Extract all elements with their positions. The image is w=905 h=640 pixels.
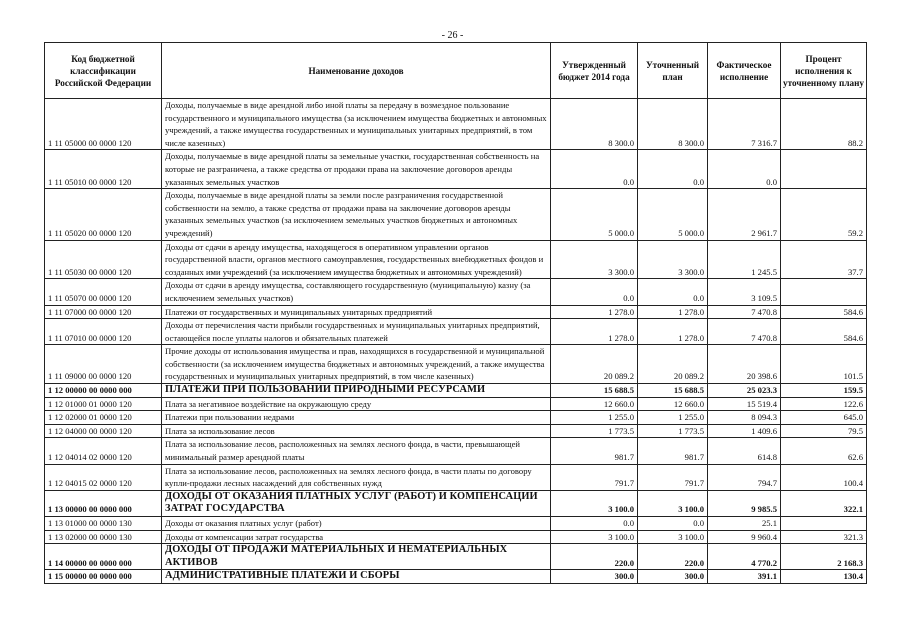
row-approved-value: 8 300.0 (551, 99, 638, 150)
row-code: 1 12 01000 01 0000 120 (45, 397, 162, 411)
table-row (45, 464, 867, 490)
row-approved-value: 0.0 (551, 150, 638, 189)
row-percent-value: 2 168.3 (781, 544, 867, 570)
row-percent-value (781, 279, 867, 305)
page-number: - 26 - (441, 30, 464, 41)
row-actual-value: 9 985.5 (708, 490, 781, 516)
table-row (45, 530, 867, 544)
row-actual-value: 25 023.3 (708, 384, 781, 398)
row-percent-value: 62.6 (781, 438, 867, 464)
table-row (45, 517, 867, 531)
row-percent-value (781, 150, 867, 189)
row-approved-value: 15 688.5 (551, 384, 638, 398)
row-approved-value: 0.0 (551, 517, 638, 531)
row-name: Платежи от государственных и муниципальных унитарных предприятий (162, 305, 551, 319)
row-percent-value: 59.2 (781, 189, 867, 240)
table-row (45, 319, 867, 345)
row-name: Плата за использование лесов, расположенных на землях лесного фонда, в части платы по договору купли-продажи лесных насаждений для собственных нужд (162, 464, 551, 490)
row-name: Доходы от компенсации затрат государства (162, 530, 551, 544)
row-revised-value: 300.0 (638, 570, 708, 584)
header-name: Наименование доходов (162, 43, 551, 99)
row-revised-value: 1 278.0 (638, 305, 708, 319)
row-approved-value: 1 278.0 (551, 319, 638, 345)
header-revised: Уточненный план (638, 43, 708, 99)
row-revised-value: 3 300.0 (638, 240, 708, 279)
row-actual-value: 391.1 (708, 570, 781, 584)
table-row (45, 544, 867, 570)
row-approved-value: 3 100.0 (551, 490, 638, 516)
row-revised-value: 3 100.0 (638, 530, 708, 544)
row-approved-value: 0.0 (551, 279, 638, 305)
row-approved-value: 1 278.0 (551, 305, 638, 319)
row-approved-value: 1 773.5 (551, 424, 638, 438)
table-row (45, 490, 867, 516)
table-row (45, 397, 867, 411)
table-row (45, 189, 867, 240)
table-header-row (45, 43, 867, 99)
row-name: Плата за использование лесов, расположенных на землях лесного фонда, в части, превышающей минимальный размер арендной платы (162, 438, 551, 464)
row-actual-value: 794.7 (708, 464, 781, 490)
row-revised-value: 3 100.0 (638, 490, 708, 516)
row-actual-value: 1 245.5 (708, 240, 781, 279)
row-approved-value: 3 300.0 (551, 240, 638, 279)
row-percent-value: 322.1 (781, 490, 867, 516)
row-actual-value: 0.0 (708, 150, 781, 189)
row-percent-value (781, 517, 867, 531)
row-code: 1 11 05020 00 0000 120 (45, 189, 162, 240)
row-approved-value: 1 255.0 (551, 411, 638, 425)
row-code: 1 11 05000 00 0000 120 (45, 99, 162, 150)
header-actual: Фактическое исполнение (708, 43, 781, 99)
row-actual-value: 20 398.6 (708, 345, 781, 384)
row-approved-value: 220.0 (551, 544, 638, 570)
row-revised-value: 1 278.0 (638, 319, 708, 345)
header-code: Код бюджетной классификации Российской Федерации (45, 43, 162, 99)
row-percent-value: 122.6 (781, 397, 867, 411)
row-approved-value: 3 100.0 (551, 530, 638, 544)
row-actual-value: 614.8 (708, 438, 781, 464)
header-percent: Процент исполнения к уточненному плану (781, 43, 867, 99)
row-name: АДМИНИСТРАТИВНЫЕ ПЛАТЕЖИ И СБОРЫ (162, 570, 551, 584)
row-name: Доходы, получаемые в виде арендной платы за земли после разграничения государственной собственности на землю, а также средства от продажи права на заключение договоров аренды указанных земельных участков (за исключением земельных участков бюджетных и автономных учреждений) (162, 189, 551, 240)
row-code: 1 11 05030 00 0000 120 (45, 240, 162, 279)
row-actual-value: 7 470.8 (708, 305, 781, 319)
row-code: 1 11 05070 00 0000 120 (45, 279, 162, 305)
row-revised-value: 5 000.0 (638, 189, 708, 240)
row-percent-value: 88.2 (781, 99, 867, 150)
row-name: Плата за использование лесов (162, 424, 551, 438)
row-percent-value: 79.5 (781, 424, 867, 438)
row-actual-value: 3 109.5 (708, 279, 781, 305)
row-revised-value: 12 660.0 (638, 397, 708, 411)
table-row (45, 424, 867, 438)
table-body (45, 99, 867, 584)
row-percent-value: 100.4 (781, 464, 867, 490)
table-row (45, 99, 867, 150)
row-approved-value: 12 660.0 (551, 397, 638, 411)
row-code: 1 12 02000 01 0000 120 (45, 411, 162, 425)
row-code: 1 11 07000 00 0000 120 (45, 305, 162, 319)
row-approved-value: 20 089.2 (551, 345, 638, 384)
row-revised-value: 791.7 (638, 464, 708, 490)
row-revised-value: 1 773.5 (638, 424, 708, 438)
row-code: 1 15 00000 00 0000 000 (45, 570, 162, 584)
row-name: ДОХОДЫ ОТ ПРОДАЖИ МАТЕРИАЛЬНЫХ И НЕМАТЕРИАЛЬНЫХ АКТИВОВ (162, 544, 551, 570)
row-code: 1 12 04014 02 0000 120 (45, 438, 162, 464)
row-revised-value: 1 255.0 (638, 411, 708, 425)
row-actual-value: 7 316.7 (708, 99, 781, 150)
row-name: Платежи при пользовании недрами (162, 411, 551, 425)
row-approved-value: 5 000.0 (551, 189, 638, 240)
row-actual-value: 4 770.2 (708, 544, 781, 570)
row-revised-value: 20 089.2 (638, 345, 708, 384)
row-percent-value: 101.5 (781, 345, 867, 384)
row-percent-value: 584.6 (781, 319, 867, 345)
row-name: Плата за негативное воздействие на окружающую среду (162, 397, 551, 411)
row-name: ПЛАТЕЖИ ПРИ ПОЛЬЗОВАНИИ ПРИРОДНЫМИ РЕСУРСАМИ (162, 384, 551, 398)
table-row (45, 240, 867, 279)
table-row (45, 150, 867, 189)
row-percent-value: 321.3 (781, 530, 867, 544)
row-name: Доходы от сдачи в аренду имущества, находящегося в оперативном управлении органов государственной власти, органов местного самоуправления, государственных внебюджетных фондов и созданных ими учреждений (за исключением имущества бюджетных и автономных учреждений) (162, 240, 551, 279)
row-actual-value: 25.1 (708, 517, 781, 531)
row-name: Доходы от сдачи в аренду имущества, составляющего государственную (муниципальную) казну (за исключением земельных участков) (162, 279, 551, 305)
row-actual-value: 7 470.8 (708, 319, 781, 345)
row-percent-value: 130.4 (781, 570, 867, 584)
row-code: 1 11 05010 00 0000 120 (45, 150, 162, 189)
row-name: Доходы от оказания платных услуг (работ) (162, 517, 551, 531)
row-actual-value: 8 094.3 (708, 411, 781, 425)
row-name: Доходы от перечисления части прибыли государственных и муниципальных унитарных предприятий, остающейся после уплаты налогов и обязательных платежей (162, 319, 551, 345)
row-actual-value: 15 519.4 (708, 397, 781, 411)
row-percent-value: 645.0 (781, 411, 867, 425)
row-approved-value: 791.7 (551, 464, 638, 490)
table-row (45, 438, 867, 464)
row-revised-value: 220.0 (638, 544, 708, 570)
row-percent-value: 584.6 (781, 305, 867, 319)
row-revised-value: 15 688.5 (638, 384, 708, 398)
row-revised-value: 8 300.0 (638, 99, 708, 150)
row-name: Прочие доходы от использования имущества и прав, находящихся в государственной и муниципальной собственности (за исключением имущества бюджетных и автономных учреждений, а также имущества государственных и муниципальных унитарных предприятий, в том числе казенных) (162, 345, 551, 384)
row-actual-value: 2 961.7 (708, 189, 781, 240)
row-revised-value: 0.0 (638, 279, 708, 305)
header-approved: Утвержденный бюджет 2014 года (551, 43, 638, 99)
table-row (45, 305, 867, 319)
row-code: 1 12 04000 00 0000 120 (45, 424, 162, 438)
row-approved-value: 981.7 (551, 438, 638, 464)
row-actual-value: 1 409.6 (708, 424, 781, 438)
row-actual-value: 9 960.4 (708, 530, 781, 544)
row-code: 1 11 09000 00 0000 120 (45, 345, 162, 384)
row-percent-value: 37.7 (781, 240, 867, 279)
row-name: Доходы, получаемые в виде арендной платы за земельные участки, государственная собственность на которые не разграничена, а также средства от продажи права на заключение договоров аренды указанных земельных участков (162, 150, 551, 189)
row-code: 1 11 07010 00 0000 120 (45, 319, 162, 345)
row-revised-value: 981.7 (638, 438, 708, 464)
row-approved-value: 300.0 (551, 570, 638, 584)
table-row (45, 570, 867, 584)
table-row (45, 384, 867, 398)
table-row (45, 411, 867, 425)
row-code: 1 13 01000 00 0000 130 (45, 517, 162, 531)
row-revised-value: 0.0 (638, 517, 708, 531)
row-percent-value: 159.5 (781, 384, 867, 398)
row-name: Доходы, получаемые в виде арендной либо иной платы за передачу в возмездное пользование государственного и муниципального имущества (за исключением имущества бюджетных и автономных учреждений, а также имущества государственных и муниципальных унитарных предприятий, в том числе казенных) (162, 99, 551, 150)
row-code: 1 14 00000 00 0000 000 (45, 544, 162, 570)
row-name: ДОХОДЫ ОТ ОКАЗАНИЯ ПЛАТНЫХ УСЛУГ (РАБОТ) И КОМПЕНСАЦИИ ЗАТРАТ ГОСУДАРСТВА (162, 490, 551, 516)
row-code: 1 12 00000 00 0000 000 (45, 384, 162, 398)
row-code: 1 12 04015 02 0000 120 (45, 464, 162, 490)
row-code: 1 13 00000 00 0000 000 (45, 490, 162, 516)
row-code: 1 13 02000 00 0000 130 (45, 530, 162, 544)
table-row (45, 345, 867, 384)
row-revised-value: 0.0 (638, 150, 708, 189)
revenue-table (44, 42, 867, 584)
table-row (45, 279, 867, 305)
